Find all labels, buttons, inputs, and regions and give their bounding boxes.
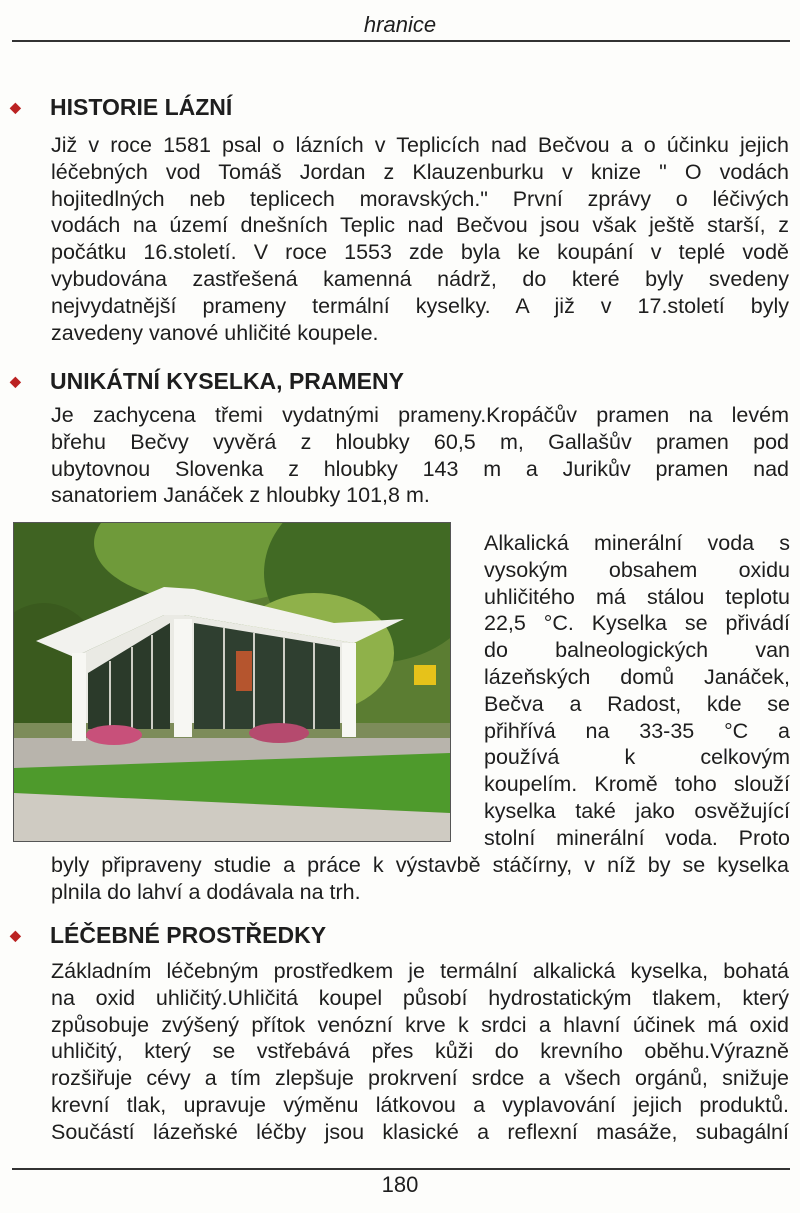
text-line: Alkalická minerální voda s xyxy=(484,531,790,555)
text-line: nejvydatnější prameny termální kyselky. A již v 17.století byly xyxy=(51,293,789,318)
paragraph-mineralni-voda xyxy=(484,530,790,852)
text-line: stolní minerální voda. Proto xyxy=(484,825,790,850)
text-line: břehu Bečvy vyvěrá z hloubky 60,5 m, Gallašův pramen pod xyxy=(51,429,789,454)
text-line: na oxid uhličitý.Uhličitá koupel působí hydrostatickým tlakem, který xyxy=(51,985,789,1010)
bullet-icon: ◆ xyxy=(10,373,21,389)
paragraph-historie xyxy=(51,132,789,346)
section-title: UNIKÁTNÍ KYSELKA, PRAMENY xyxy=(50,368,404,394)
section-title: LÉČEBNÉ PROSTŘEDKY xyxy=(50,922,327,948)
text-line: do balneologických van xyxy=(484,638,790,663)
text-line: Součástí lázeňské léčby jsou klasické a reflexní masáže, subagální xyxy=(51,1119,789,1144)
section-heading-lecebne xyxy=(10,922,326,949)
text-line: ubytovnou Slovenka z hloubky 143 m a Jurikův pramen nad xyxy=(51,456,789,481)
section-title: HISTORIE LÁZNÍ xyxy=(50,94,233,120)
text-line: vysokým obsahem oxidu xyxy=(484,557,790,582)
header-rule xyxy=(12,40,790,42)
text-line: léčebných vod Tomáš Jordan z Klauzenburku v knize " O vodách xyxy=(51,159,789,184)
text-line: sanatoriem Janáček z hloubky 101,8 m. xyxy=(51,483,430,508)
text-line: rozšiřuje cévy a tím zlepšuje prokrvení srdce a všech orgánů, snižuje xyxy=(51,1066,789,1091)
text-line: uhličitého má stálou teplotu xyxy=(484,584,790,609)
text-line: Základním léčebným prostředkem je termální alkalická kyselka, bohatá xyxy=(51,959,789,983)
text-line: kyselka také jako osvěžující xyxy=(484,798,790,823)
text-line: lázeňských domů Janáček, xyxy=(484,664,790,689)
footer-rule xyxy=(12,1168,790,1170)
paragraph-staceni xyxy=(51,852,789,906)
text-line: vodách na území dnešních Teplic nad Bečvou jsou však ještě starší, z xyxy=(51,213,789,238)
section-heading-historie xyxy=(10,94,232,121)
text-line: plnila do lahví a dodávala na trh. xyxy=(51,879,361,904)
text-line: způsobuje zvýšený přítok venózní krve k srdci a hlavní účinek má oxid xyxy=(51,1012,789,1037)
bullet-icon: ◆ xyxy=(10,99,21,115)
section-heading-kyselka xyxy=(10,368,404,395)
text-line: používá k celkovým xyxy=(484,745,790,770)
text-line: počátku 16.století. V roce 1553 zde byla ke koupání v teplé vodě xyxy=(51,240,789,265)
text-line: byly připraveny studie a práce k výstavbě stáčírny, v níž by se kyselka xyxy=(51,853,789,877)
text-line: uhličitý, který se vstřebává přes kůži do krevního oběhu.Výrazně xyxy=(51,1039,789,1064)
text-line: vybudována zastřešená kamenná nádrž, do které byly svedeny xyxy=(51,266,789,291)
text-line: přihřívá na 33-35 °C a xyxy=(484,718,790,743)
running-header: hranice xyxy=(363,12,437,37)
paragraph-prameny xyxy=(51,402,789,509)
text-line: hojitedlných neb teplicech moravských." První zprávy o léčivých xyxy=(51,186,789,211)
text-line: 22,5 °C. Kyselka se přivádí xyxy=(484,611,790,636)
bullet-icon: ◆ xyxy=(10,927,21,943)
text-line: Již v roce 1581 psal o lázních v Teplicích nad Bečvou a o účinku jejich xyxy=(51,133,789,157)
pavilion-photo xyxy=(13,522,451,842)
page-number: 180 xyxy=(381,1172,419,1197)
text-line: krevní tlak, upravuje výměnu látkovou a vyplavování jejich produktů. xyxy=(51,1092,789,1117)
text-line: koupelím. Kromě toho slouží xyxy=(484,772,790,797)
text-line: zavedeny vanové uhličité koupele. xyxy=(51,320,379,345)
text-line: Bečva a Radost, kde se xyxy=(484,691,790,716)
text-line: Je zachycena třemi vydatnými prameny.Kropáčův pramen na levém xyxy=(51,403,789,427)
paragraph-lecebne xyxy=(51,958,789,1146)
